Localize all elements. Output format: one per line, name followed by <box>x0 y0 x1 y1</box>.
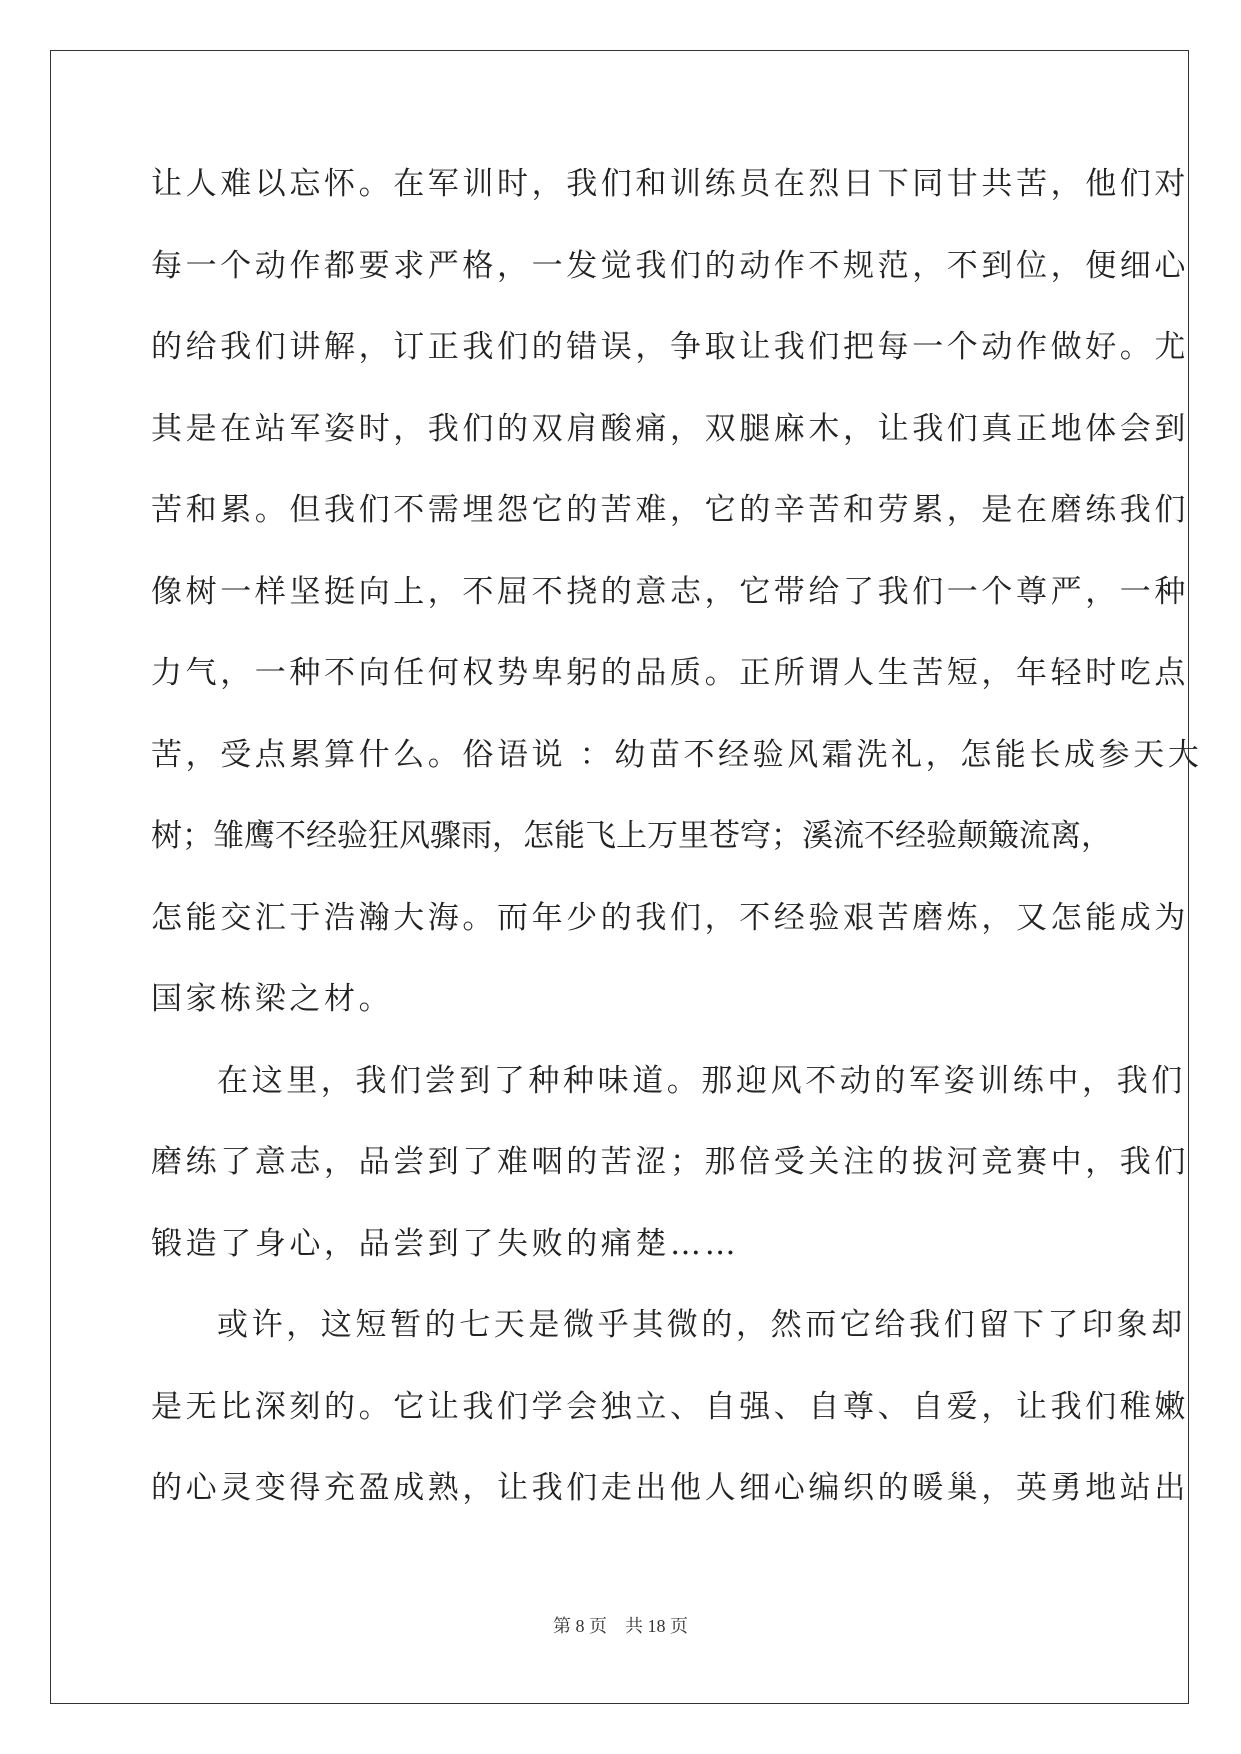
text-line: 苦和累。但我们不需埋怨它的苦难，它的辛苦和劳累，是在磨练我们 <box>151 492 1189 528</box>
text-line: 国家栋梁之材。 <box>151 981 394 1017</box>
text-line: 怎能交汇于浩瀚大海。而年少的我们，不经验艰苦磨炼，又怎能成为 <box>151 899 1189 936</box>
text-line: 的给我们讲解，订正我们的错误，争取让我们把每一个动作做好。尤 <box>151 329 1189 365</box>
document-body <box>151 164 1203 1550</box>
text-line: 让人难以忘怀。在军训时，我们和训练员在烈日下同甘共苦，他们对 <box>151 166 1189 202</box>
text-line: 是无比深刻的。它让我们学会独立、自强、自尊、自爱，让我们稚嫩 <box>151 1388 1189 1425</box>
text-line: 苦，受点累算什么。俗语说 ：幼苗不经验风霜洗礼，怎能长成参天大 <box>151 736 1203 773</box>
text-line: 像树一样坚挺向上，不屈不挠的意志，它带给了我们一个尊严，一种 <box>151 573 1189 610</box>
paragraph-start-line: 在这里，我们尝到了种种味道。那迎风不动的军姿训练中，我们 <box>217 1062 1186 1099</box>
text-line: 磨练了意志，品尝到了难咽的苦涩；那倍受关注的拔河竞赛中，我们 <box>151 1144 1189 1180</box>
paragraph-start-line: 或许，这短暂的七天是微乎其微的，然而它给我们留下了印象却 <box>217 1307 1186 1343</box>
text-line: 其是在站军姿时，我们的双肩酸痛，双腿麻木，让我们真正地体会到 <box>151 410 1189 447</box>
text-line: 锻造了身心，品尝到了失败的痛楚…… <box>151 1225 740 1262</box>
text-line: 每一个动作都要求严格，一发觉我们的动作不规范，不到位，便细心 <box>151 247 1189 284</box>
page-number-footer: 第 8 页 共 18 页 <box>553 1616 688 1636</box>
text-line: 树；雏鹰不经验狂风骤雨，怎能飞上万里苍穹；溪流不经验颠簸流离， <box>151 818 1112 854</box>
text-line: 的心灵变得充盈成熟，让我们走出他人细心编织的暖巢，英勇地站出 <box>151 1470 1189 1506</box>
text-line: 力气，一种不向任何权势卑躬的品质。正所谓人生苦短，年轻时吃点 <box>151 655 1189 691</box>
